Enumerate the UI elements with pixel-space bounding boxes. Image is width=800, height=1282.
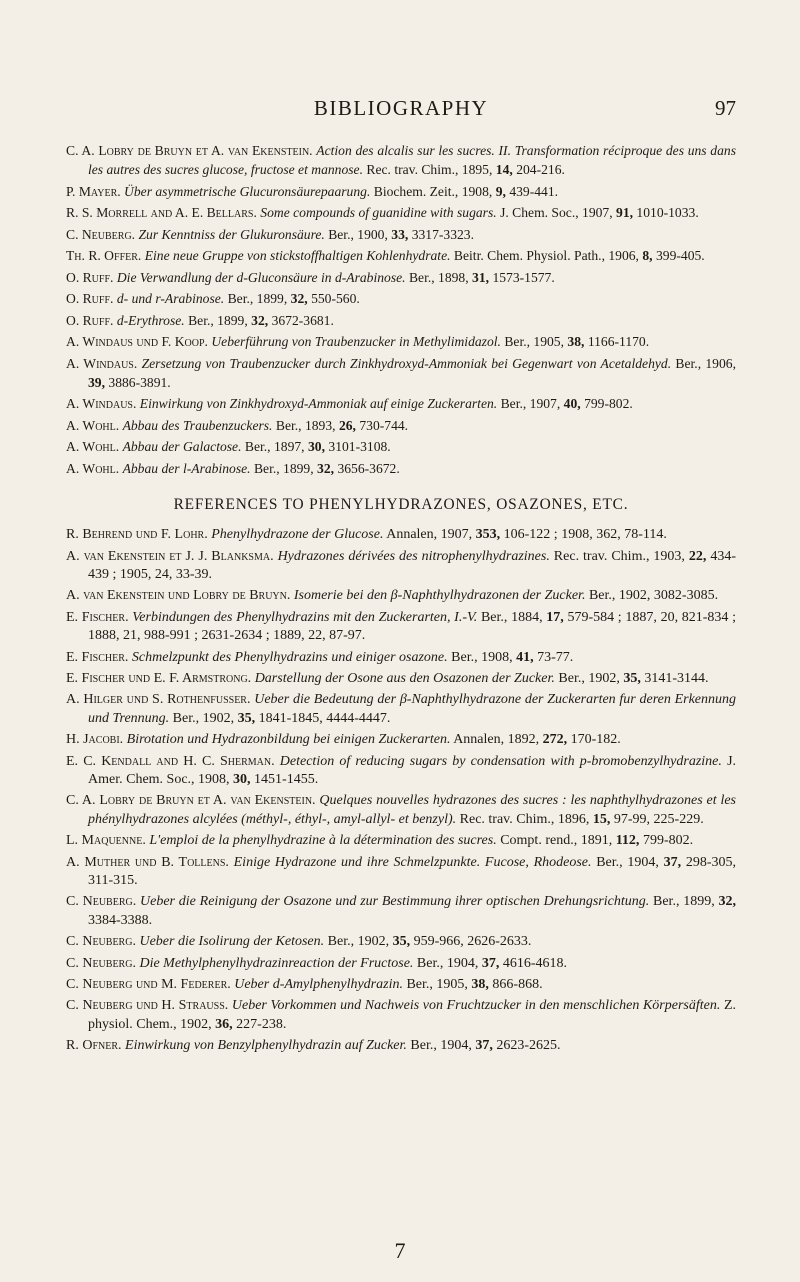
entry-citation: Ber., 1906, [675, 355, 736, 371]
entry-volume: 37, [663, 854, 682, 870]
entry-title: Some compounds of guanidine with sugars. [260, 205, 497, 221]
entry-author: O. Ruff. [66, 269, 114, 285]
entry-author: E. Fischer. [66, 609, 129, 625]
entry-title: Ueber die Reinigung der Osazone und zur Bestimmung ihrer optischen Drehungsrichtung. [140, 894, 650, 910]
bibliography-entry [66, 933, 736, 951]
entry-pages: 799-802. [584, 396, 633, 412]
entry-title: Zersetzung von Traubenzucker durch Zinkhydroxyd-Ammoniak bei Gegenwart von Acetaldehyd. [141, 355, 672, 371]
bibliography-entry [66, 246, 736, 265]
entry-volume: 112, [615, 833, 640, 849]
entry-title: Einwirkung von Benzylphenylhydrazin auf Zucker. [125, 1038, 407, 1054]
entry-volume: 32, [718, 894, 737, 910]
phenylhydrazone-references-list [66, 526, 736, 1056]
entry-citation: Ber., 1902, [327, 934, 390, 950]
section-heading: REFERENCES TO PHENYLHYDRAZONES, OSAZONES, ETC. [173, 496, 629, 514]
entry-author: A. Windaus. [66, 355, 138, 371]
entry-pages: 1166-1170. [587, 334, 650, 350]
entry-citation: Beitr. Chem. Physiol. Path., 1906, [453, 248, 639, 264]
entry-pages: 170-182. [570, 732, 621, 748]
entry-title: Eine neue Gruppe von stickstoffhaltigen Kohlenhydrate. [144, 248, 451, 264]
entry-pages: 1573-1577. [492, 269, 555, 285]
entry-volume: 26, [338, 417, 356, 433]
entry-pages: 1841-1845, 4444-4447. [258, 710, 391, 726]
entry-pages: 97-99, 225-229. [613, 811, 704, 827]
bibliography-entry [66, 792, 736, 829]
entry-citation: Ber., 1897, [244, 439, 305, 455]
entry-author: L. Maquenne. [66, 833, 146, 849]
entry-author: C. Neuberg. [66, 934, 136, 950]
entry-title: Abbau des Traubenzuckers. [122, 417, 273, 433]
entry-author: A. Muther und B. Tollens. [66, 854, 229, 870]
entry-author: A. van Ekenstein und Lobry de Bruyn. [66, 588, 291, 604]
entry-author: E. Fischer. [66, 649, 129, 665]
entry-pages: 799-802. [642, 833, 694, 849]
entry-title: d-Erythrose. [116, 312, 185, 328]
entry-citation: Annalen, 1907, [386, 527, 473, 543]
entry-pages: 106-122 ; 1908, 362, 78-114. [503, 527, 667, 543]
entry-pages: 579-584 ; 1887, 20, 821-834 ; 1888, 21, 988-991 ; 2631-2634 ; 1889, 22, 87-97. [88, 609, 736, 644]
entry-pages: 3656-3672. [337, 460, 400, 476]
entry-author: H. Jacobi. [66, 732, 124, 748]
entry-citation: Biochem. Zeit., 1908, [373, 183, 493, 199]
bibliography-entry [66, 141, 736, 179]
entry-volume: 39, [88, 374, 105, 390]
bibliography-list [66, 141, 736, 478]
entry-title: Detection of reducing sugars by condensation with p-bromobenzylhydrazine. [279, 753, 722, 769]
entry-volume: 32, [290, 291, 308, 307]
entry-title: Phenylhydrazone der Glucose. [211, 527, 384, 543]
bibliography-entry [66, 854, 736, 891]
bibliography-entry [66, 670, 736, 688]
entry-volume: 14, [495, 162, 513, 178]
entry-title: Einwirkung von Zinkhydroxyd-Ammoniak auf einige Zuckerarten. [139, 396, 498, 412]
entry-author: C. Neuberg. [66, 894, 137, 910]
bibliography-entry [66, 1037, 736, 1055]
bibliography-entry [66, 225, 736, 244]
entry-author: C. Neuberg. [66, 955, 136, 971]
entry-author: A. Wohl. [66, 460, 120, 476]
entry-pages: 3082-3085. [653, 588, 719, 604]
entry-title: L'emploi de la phenylhydrazine à la détermination des sucres. [149, 833, 497, 849]
entry-pages: 434-439 ; 1905, 24, 33-39. [88, 548, 737, 582]
entry-citation: Ber., 1905, [504, 334, 565, 350]
entry-pages: 3141-3144. [644, 670, 709, 686]
entry-citation: Ber., 1893, [275, 417, 336, 433]
entry-pages: 959-966, 2626-2633. [413, 934, 532, 950]
bibliography-entry [66, 416, 736, 435]
entry-author: A. Windaus. [66, 396, 137, 412]
entry-citation: Ber., 1902, [558, 670, 620, 686]
entry-citation: J. Chem. Soc., 1907, [500, 205, 613, 221]
entry-pages: 3886-3891. [108, 374, 171, 390]
bibliography-entry [66, 691, 736, 728]
entry-author: Th. R. Offer. [66, 248, 142, 264]
entry-title: Abbau der Galactose. [122, 439, 242, 455]
page-header [66, 96, 736, 126]
entry-title: Ueber die Bedeutung der β-Naphthylhydrazone der Zuckerarten fur deren Erkennung und Trennung. [88, 692, 737, 726]
entry-citation: Ber., 1905, [406, 977, 468, 993]
entry-citation: Ber., 1902, [588, 588, 651, 604]
entry-citation: Ber., 1904, [596, 854, 659, 870]
entry-volume: 35, [623, 670, 641, 686]
entry-pages: 1010-1033. [636, 205, 699, 221]
entry-citation: Ber., 1899, [227, 291, 288, 307]
entry-author: A. Wohl. [66, 417, 120, 433]
entry-volume: 353, [475, 527, 501, 543]
entry-citation: Rec. trav. Chim., 1896, [459, 811, 590, 827]
entry-pages: 399-405. [655, 248, 705, 264]
entry-citation: Ber., 1907, [500, 396, 561, 412]
entry-title: Birotation und Hydrazonbildung bei einigen Zuckerarten. [126, 732, 451, 748]
entry-author: R. Behrend und F. Lohr. [66, 527, 208, 543]
entry-title: Zur Kenntniss der Glukuronsäure. [138, 226, 325, 242]
bibliography-entry [66, 332, 736, 351]
bibliography-entry [66, 394, 736, 413]
entry-pages: 3317-3323. [411, 226, 474, 242]
entry-volume: 32, [251, 312, 269, 328]
bibliography-entry [66, 203, 736, 222]
bibliography-entry [66, 182, 736, 201]
page-number: 97 [715, 96, 736, 120]
entry-citation: J. Amer. Chem. Soc., 1908, [88, 753, 737, 787]
entry-citation: Ber., 1899, [253, 460, 314, 476]
entry-author: R. S. Morrell and A. E. Bellars. [66, 205, 257, 221]
bibliography-entry [66, 311, 736, 330]
entry-author: R. Ofner. [66, 1038, 122, 1054]
entry-pages: 3672-3681. [271, 312, 334, 328]
entry-volume: 38, [471, 977, 489, 993]
entry-volume: 32, [317, 460, 335, 476]
entry-volume: 37, [475, 1038, 493, 1054]
entry-citation: Rec. trav. Chim., 1903, [553, 548, 685, 564]
entry-title: Die Methylphenylhydrazinreaction der Fructose. [139, 955, 414, 971]
bibliography-entry [66, 649, 736, 667]
entry-author: P. Mayer. [66, 183, 121, 199]
entry-pages: 204-216. [516, 162, 565, 178]
entry-citation: Compt. rend., 1891, [500, 833, 613, 849]
bibliography-entry [66, 289, 736, 308]
entry-author: O. Ruff. [66, 312, 114, 328]
entry-volume: 35, [392, 934, 411, 950]
entry-author: A. Wohl. [66, 439, 120, 455]
entry-pages: 1451-1455. [254, 771, 319, 787]
entry-volume: 8, [642, 248, 653, 264]
bibliography-entry [66, 753, 736, 790]
entry-volume: 22, [688, 548, 707, 564]
entry-pages: 4616-4618. [502, 955, 568, 971]
entry-title: Abbau der l-Arabinose. [122, 460, 251, 476]
entry-title: Darstellung der Osone aus den Osazonen der Zucker. [254, 670, 555, 686]
entry-volume: 37, [481, 955, 500, 971]
entry-volume: 40, [563, 396, 581, 412]
bibliography-entry [66, 731, 736, 749]
entry-pages: 227-238. [236, 1016, 287, 1032]
bibliography-entry [66, 976, 736, 994]
entry-pages: 550-560. [311, 291, 360, 307]
entry-citation: Ber., 1884, [480, 609, 543, 625]
entry-citation: Ber., 1908, [451, 649, 513, 665]
entry-title: Action des alcalis sur les sucres. II. Transformation réciproque des uns dans les autres des sucres glucose, fructose et mannose. [88, 143, 736, 178]
entry-volume: 15, [592, 811, 611, 827]
entry-author: C. Neuberg und H. Strauss. [66, 998, 229, 1014]
bibliography-entry [66, 268, 736, 287]
entry-pages: 2623-2625. [496, 1038, 561, 1054]
entry-title: Schmelzpunkt des Phenylhydrazins und einiger osazone. [131, 649, 448, 665]
entry-title: Hydrazones dérivées des nitrophenylhydrazines. [277, 548, 550, 564]
bibliography-entry [66, 955, 736, 973]
entry-volume: 30, [307, 439, 325, 455]
entry-volume: 17, [546, 609, 564, 625]
entry-pages: 439-441. [509, 183, 559, 199]
entry-title: Isomerie bei den β-Naphthylhydrazonen der Zucker. [293, 588, 586, 604]
entry-volume: 31, [472, 269, 490, 285]
entry-citation: Ber., 1899, [653, 894, 715, 910]
entry-volume: 33, [391, 226, 409, 242]
entry-author: C. A. Lobry de Bruyn et A. van Ekenstein. [66, 143, 313, 158]
entry-volume: 41, [516, 649, 534, 665]
entry-pages: 730-744. [359, 417, 409, 433]
entry-volume: 38, [567, 334, 585, 350]
entry-author: E. C. Kendall and H. C. Sherman. [66, 753, 275, 769]
entry-pages: 298-305, 311-315. [88, 854, 736, 889]
entry-author: E. Fischer und E. F. Armstrong. [66, 670, 252, 686]
bibliography-entry [66, 526, 736, 544]
entry-pages: 866-868. [492, 977, 543, 993]
entry-citation: Ber., 1898, [408, 269, 469, 285]
entry-title: Einige Hydrazone und ihre Schmelzpunkte. Fucose, Rhodeose. [233, 854, 592, 870]
entry-title: Quelques nouvelles hydrazones des sucres : les naphthylhydrazones et les phénylhydrazones alcylées (méthyl-, éthyl-, amyl-allyl- et benzyl). [88, 793, 737, 827]
entry-volume: 91, [616, 205, 634, 221]
entry-citation: Ber., 1904, [410, 1038, 472, 1054]
entry-citation: Rec. trav. Chim., 1895, [366, 162, 493, 178]
entry-volume: 30, [233, 771, 251, 787]
entry-title: Über asymmetrische Glucuronsäurepaarung. [124, 183, 371, 199]
entry-citation: Ber., 1902, [172, 710, 235, 726]
entry-author: C. A. Lobry de Bruyn et A. van Ekenstein. [66, 793, 316, 809]
running-title: BIBLIOGRAPHY [313, 96, 489, 120]
bibliography-entry [66, 354, 736, 392]
entry-author: A. Hilger und S. Rothenfusser. [66, 692, 251, 708]
bibliography-entry [66, 893, 736, 930]
bibliography-entry [66, 832, 736, 850]
entry-pages: 3101-3108. [328, 439, 391, 455]
entry-pages: 3384-3388. [88, 912, 153, 928]
entry-title: Verbindungen des Phenylhydrazins mit den Zuckerarten, I.-V. [132, 609, 478, 625]
entry-title: d- und r-Arabinose. [116, 291, 225, 307]
entry-author: O. Ruff. [66, 291, 114, 307]
bibliography-entry [66, 609, 736, 646]
bibliography-entry [66, 459, 736, 478]
entry-citation: Z. physiol. Chem., 1902, [88, 998, 737, 1032]
bibliography-entry [66, 548, 736, 585]
bibliography-entry [66, 997, 736, 1034]
entry-volume: 272, [542, 732, 568, 748]
entry-citation: Ber., 1900, [328, 226, 388, 242]
signature-mark: 7 [394, 1238, 406, 1263]
entry-title: Ueberführung von Traubenzucker in Methylimidazol. [211, 334, 501, 350]
entry-author: C. Neuberg. [66, 226, 136, 242]
entry-volume: 36, [215, 1016, 233, 1032]
entry-author: A. Windaus und F. Koop. [66, 334, 208, 350]
entry-title: Ueber Vorkommen und Nachweis von Fruchtzucker in den menschlichen Körpersäften. [231, 998, 721, 1014]
entry-author: A. van Ekenstein et J. J. Blanksma. [66, 548, 274, 564]
entry-pages: 73-77. [537, 649, 574, 665]
entry-title: Die Verwandlung der d-Gluconsäure in d-Arabinose. [116, 269, 406, 285]
entry-volume: 35, [237, 710, 256, 726]
entry-title: Ueber d-Amylphenylhydrazin. [234, 977, 403, 993]
entry-citation: Ber., 1899, [188, 312, 248, 328]
entry-citation: Ber., 1904, [416, 955, 479, 971]
bibliography-content [66, 141, 736, 1059]
entry-citation: Annalen, 1892, [453, 732, 540, 748]
entry-author: C. Neuberg und M. Federer. [66, 977, 231, 993]
bibliography-entry [66, 437, 736, 456]
entry-volume: 9, [495, 183, 506, 199]
entry-title: Ueber die Isolirung der Ketosen. [139, 934, 325, 950]
bibliography-entry [66, 587, 736, 605]
